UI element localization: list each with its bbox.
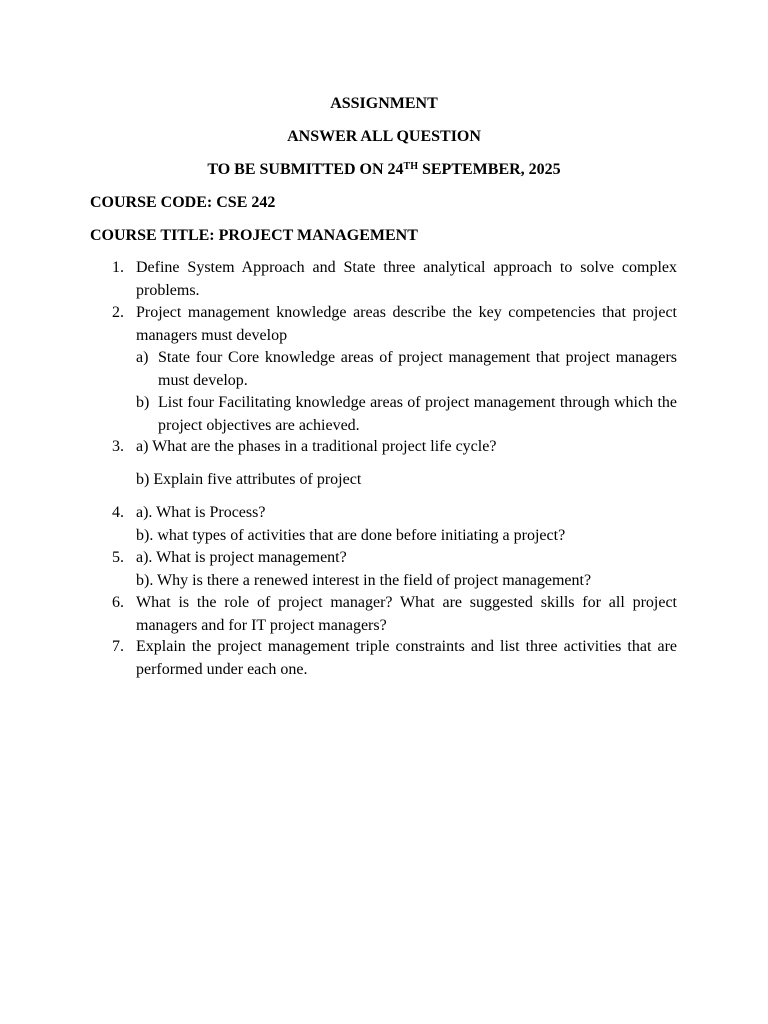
course-code: COURSE CODE: CSE 242 <box>90 194 276 211</box>
submission-date-heading <box>0 160 768 180</box>
assignment-heading: ASSIGNMENT <box>330 95 438 112</box>
sub-question-label: a) <box>136 349 149 366</box>
question-1 <box>112 257 677 302</box>
question-line: a). What is project management? <box>136 549 347 566</box>
question-3-part-b <box>112 469 677 492</box>
question-5 <box>112 547 677 592</box>
sub-question-text: List four Facilitating knowledge areas of project management through which the project objectives are achieved. <box>158 394 677 434</box>
question-body <box>136 302 677 437</box>
submission-prefix: TO BE SUBMITTED ON 24 <box>207 161 404 178</box>
question-3 <box>112 436 677 459</box>
question-number: 4. <box>112 504 124 521</box>
sub-question-label: b) <box>136 394 150 411</box>
question-text: a) What are the phases in a traditional project life cycle? <box>136 438 497 455</box>
question-text: Explain the project management triple constraints and list three activities that are performed under each one. <box>136 638 677 678</box>
question-2 <box>112 302 677 437</box>
question-number: 1. <box>112 259 124 276</box>
submission-suffix: SEPTEMBER, 2025 <box>417 161 561 178</box>
question-line: b). what types of activities that are done before initiating a project? <box>136 526 566 544</box>
sub-question-b <box>136 392 677 437</box>
question-4 <box>112 502 677 547</box>
question-number: 3. <box>112 438 124 455</box>
question-7 <box>112 636 677 681</box>
sub-question-a <box>136 347 677 392</box>
question-6 <box>112 592 677 637</box>
submission-superscript: TH <box>403 161 418 172</box>
answer-all-heading: ANSWER ALL QUESTION <box>287 128 481 145</box>
question-text: Project management knowledge areas describe the key competencies that project managers must develop <box>136 304 677 344</box>
question-number: 7. <box>112 638 124 655</box>
course-title: COURSE TITLE: PROJECT MANAGEMENT <box>90 227 418 244</box>
question-line: b). Why is there a renewed interest in the field of project management? <box>136 571 592 589</box>
question-number: 6. <box>112 594 124 611</box>
question-body <box>136 547 677 592</box>
question-body <box>136 502 677 547</box>
question-text: b) Explain five attributes of project <box>136 471 362 488</box>
question-number: 2. <box>112 304 124 321</box>
question-line: a). What is Process? <box>136 504 266 521</box>
question-text: What is the role of project manager? What are suggested skills for all project managers and for IT project managers? <box>136 594 677 634</box>
question-text: Define System Approach and State three analytical approach to solve complex problems. <box>136 259 677 299</box>
sub-question-text: State four Core knowledge areas of project management that project managers must develop. <box>158 349 677 389</box>
question-number: 5. <box>112 549 124 566</box>
